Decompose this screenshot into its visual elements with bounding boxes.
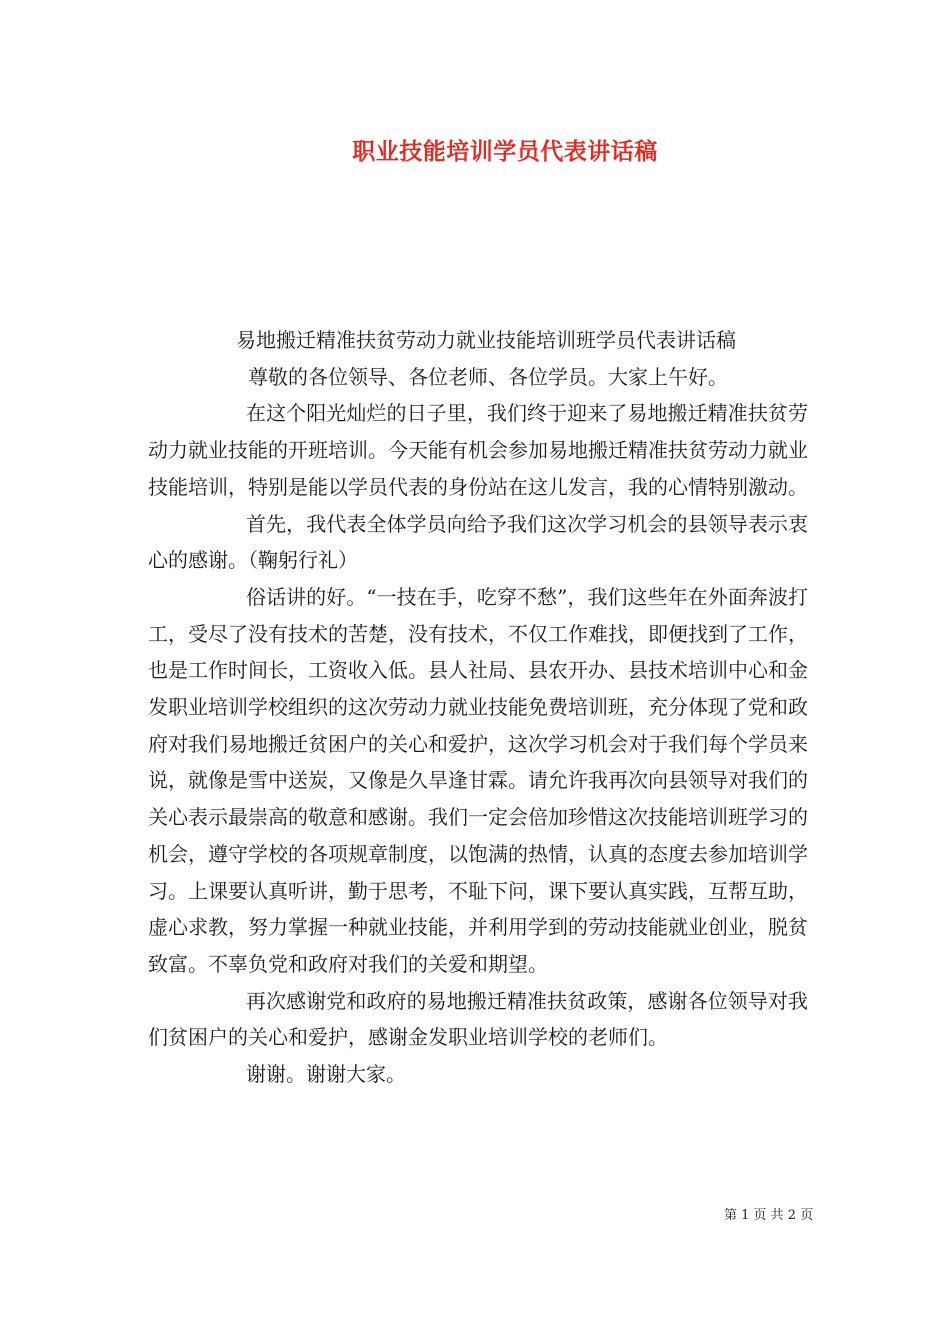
page-number-footer	[724, 1204, 813, 1223]
paragraph-opening: 在这个阳光灿烂的日子里，我们终于迎来了易地搬迁精准扶贫劳动力就业技能的开班培训。今天能有机会参加易地搬迁精准扶贫劳动力就业技能培训，特别是能以学员代表的身份站在这儿发言，我的心情特别激动。	[148, 401, 808, 499]
speech-greeting: 尊敬的各位领导、各位老师、各位学员。大家上午好。	[248, 364, 728, 389]
paragraph-main: 俗话讲的好。“一技在手，吃穿不愁”，我们这些年在外面奔波打工，受尽了没有技术的苦楚，没有技术，不仅工作难找，即便找到了工作，也是工作时间长，工资收入低。县人社局、县农开办、县技术培训中心和金发职业培训学校组织的这次劳动力就业技能免费培训班，充分体现了党和政府对我们易地搬迁贫困户的关心和爱护，这次学习机会对于我们每个学员来说，就像是雪中送炭，又像是久旱逢甘霖。请允许我再次向县领导对我们的关心表示最崇高的敬意和感谢。我们一定会倍加珍惜这次技能培训班学习的机会，遵守学校的各项规章制度，以饱满的热情，认真的态度去参加培训学习。上课要认真听讲，勤于思考，不耻下问，课下要认真实践，互帮互助，虚心求教，努力掌握一种就业技能，并利用学到的劳动技能就业创业，脱贫致富。不辜负党和政府对我们的关爱和期望。	[148, 584, 808, 976]
speech-subtitle: 易地搬迁精准扶贫劳动力就业技能培训班学员代表讲话稿	[236, 328, 736, 352]
paragraph-thanks: 首先，我代表全体学员向给予我们这次学习机会的县领导表示衷心的感谢。（鞠躬行礼）	[148, 511, 808, 573]
paragraph-farewell: 谢谢。谢谢大家。	[246, 1062, 406, 1087]
page-number-label: 第 1 页 共 2 页	[724, 1208, 814, 1223]
document-title: 职业技能培训学员代表讲话稿	[352, 138, 658, 165]
paragraph-closing-thanks: 再次感谢党和政府的易地搬迁精准扶贫政策，感谢各位领导对我们贫困户的关心和爱护，感谢金发职业培训学校的老师们。	[148, 988, 808, 1050]
document-body	[148, 322, 808, 1093]
